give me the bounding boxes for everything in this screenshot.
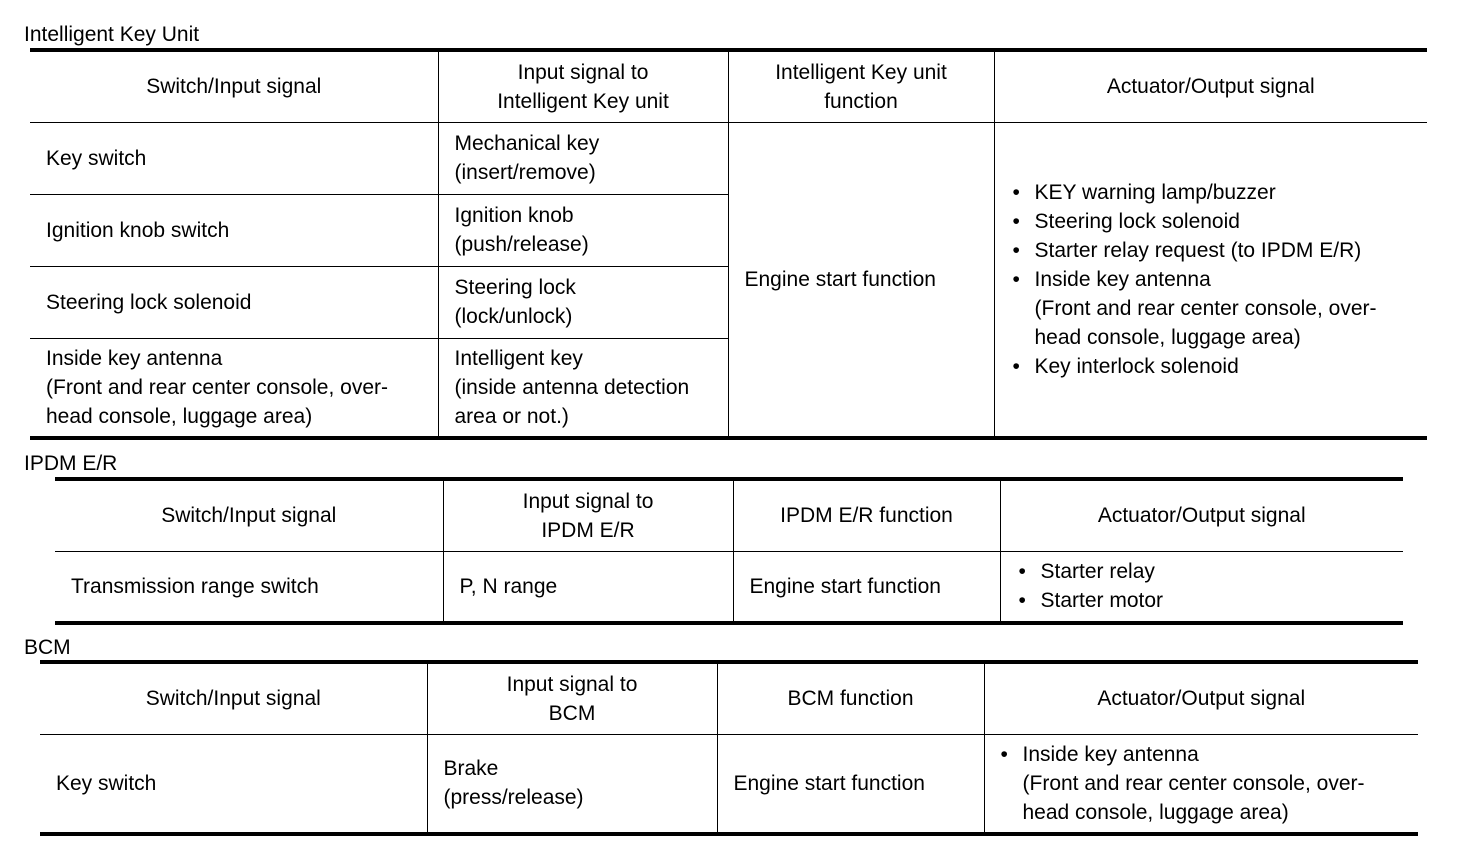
section-caption: Intelligent Key Unit: [24, 23, 200, 46]
bcm-table: [40, 660, 1418, 836]
output-item: • Inside key antenna (Front and rear center console, over- head console, luggage area): [999, 740, 1419, 827]
header-actuator-output: Actuator/Output signal: [1000, 479, 1403, 551]
output-item: • Inside key antenna (Front and rear center console, over- head console, luggage area): [1011, 265, 1428, 352]
output-cell: [1000, 551, 1403, 623]
input-cell: Ignition knob (push/release): [438, 194, 728, 266]
header-switch-input: Switch/Input signal: [145, 687, 321, 711]
output-item: • KEY warning lamp/buzzer: [1011, 178, 1428, 207]
output-list: [999, 740, 1419, 827]
switch-cell: Inside key antenna (Front and rear center console, over- head console, luggage area): [46, 346, 388, 428]
input-cell: P, N range: [443, 551, 733, 623]
output-item: • Steering lock solenoid: [1011, 207, 1428, 236]
switch-cell: Transmission range switch: [71, 574, 319, 598]
input-cell: Intelligent key (inside antenna detection area or not.): [438, 338, 728, 438]
header-row: [40, 662, 1418, 734]
header-input-signal: Input signal to BCM: [427, 662, 717, 734]
input-cell: Mechanical key (insert/remove): [438, 122, 728, 194]
table-row: [40, 734, 1418, 834]
intelligent-key-unit-table: [30, 48, 1427, 440]
table-row: [30, 122, 1427, 194]
section-caption: BCM: [24, 636, 71, 659]
switch-cell: Steering lock solenoid: [46, 290, 252, 314]
header-input-signal: Input signal to IPDM E/R: [443, 479, 733, 551]
function-cell: Engine start function: [728, 122, 994, 438]
switch-cell: Ignition knob switch: [46, 218, 230, 242]
output-list: [1017, 557, 1404, 615]
header-row: [30, 50, 1427, 122]
output-item: • Starter relay: [1017, 557, 1404, 586]
function-cell: Engine start function: [717, 734, 984, 834]
header-function: Intelligent Key unit function: [728, 50, 994, 122]
input-cell: Steering lock (lock/unlock): [438, 266, 728, 338]
header-switch-input: Switch/Input signal: [161, 504, 337, 528]
switch-cell: Key switch: [46, 146, 147, 170]
header-row: [55, 479, 1403, 551]
header-actuator-output: Actuator/Output signal: [994, 50, 1427, 122]
output-list: [1011, 178, 1428, 381]
function-cell: Engine start function: [733, 551, 1000, 623]
switch-cell: Key switch: [56, 771, 157, 795]
output-item: • Key interlock solenoid: [1011, 352, 1428, 381]
output-cell: [994, 122, 1427, 438]
header-function: IPDM E/R function: [733, 479, 1000, 551]
table-row: [55, 551, 1403, 623]
input-cell: Brake (press/release): [427, 734, 717, 834]
output-item: • Starter relay request (to IPDM E/R): [1011, 236, 1428, 265]
header-function: BCM function: [717, 662, 984, 734]
section-caption: IPDM E/R: [24, 452, 118, 475]
header-input-signal: Input signal to Intelligent Key unit: [438, 50, 728, 122]
output-cell: [984, 734, 1418, 834]
header-switch-input: Switch/Input signal: [146, 75, 322, 99]
header-actuator-output: Actuator/Output signal: [984, 662, 1418, 734]
output-item: • Starter motor: [1017, 586, 1404, 615]
ipdm-er-table: [55, 477, 1403, 625]
